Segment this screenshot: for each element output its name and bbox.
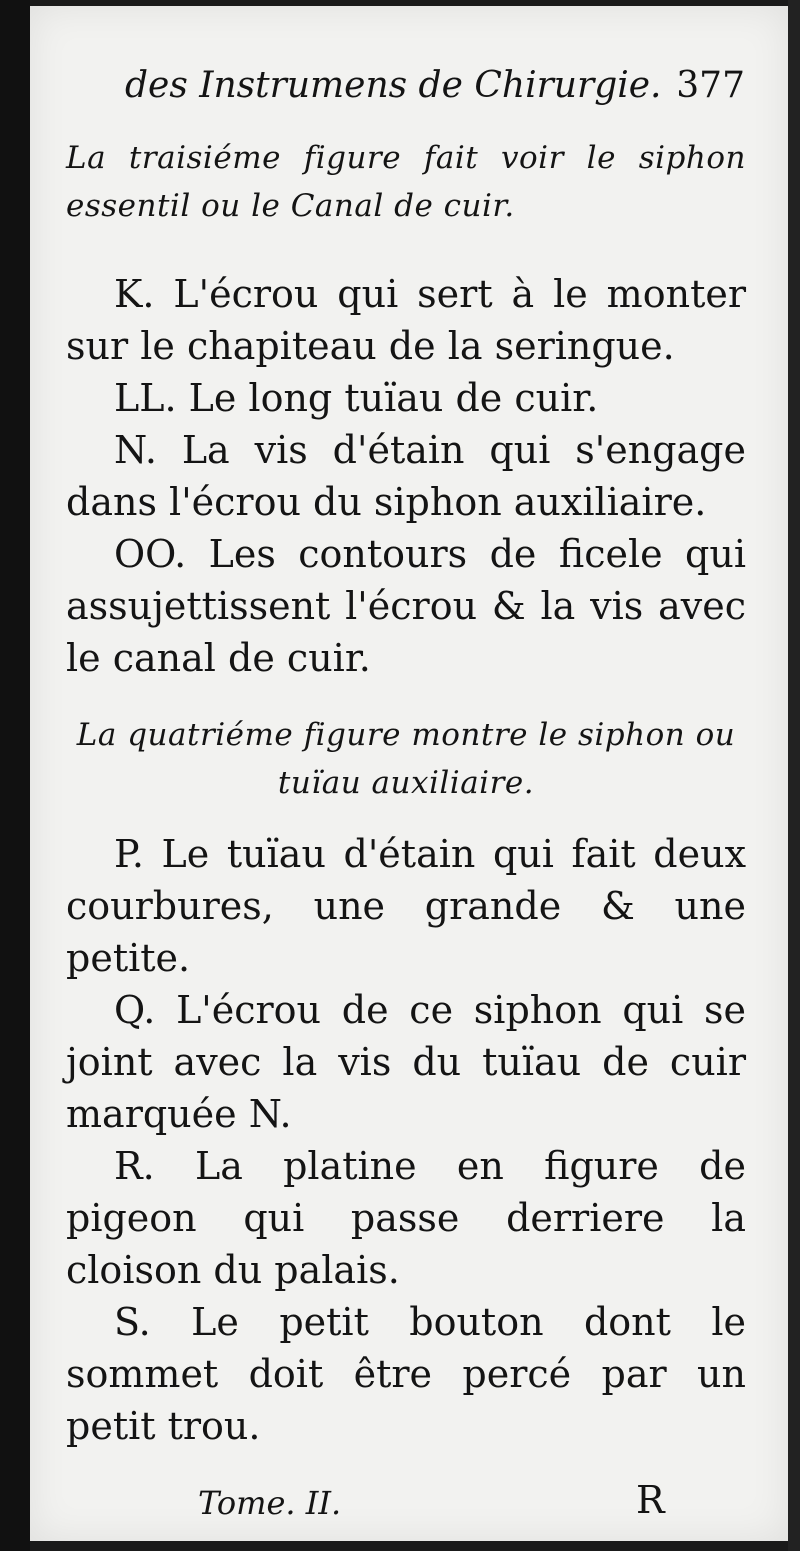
running-header <box>125 64 745 108</box>
page-number: 377 <box>676 65 745 106</box>
legend-entry-n: N. La vis d'étain qui s'engage dans l'écrou du siphon auxiliaire. <box>66 428 746 524</box>
figure4-caption: La quatriéme figure montre le siphon ou tuïau auxiliaire. <box>76 717 736 801</box>
figure3-legend <box>66 268 746 684</box>
page-gutter-shadow <box>0 0 30 1551</box>
figure4-legend <box>66 828 746 1452</box>
figure3-caption: La traisiéme figure fait voir le siphon essentil ou le Canal de cuir. <box>66 140 746 224</box>
legend-entry-r: R. La platine en figure de pigeon qui passe derriere la cloison du palais. <box>66 1144 746 1292</box>
gathering-signature: R <box>636 1478 665 1522</box>
book-page <box>30 6 788 1541</box>
legend-entry-p: P. Le tuïau d'étain qui fait deux courbures, une grande & une petite. <box>66 832 746 980</box>
volume-signature: Tome. II. <box>198 1484 342 1522</box>
page-edge <box>788 0 800 1551</box>
running-title: des Instrumens de Chirurgie. <box>125 65 662 106</box>
legend-entry-ll: LL. Le long tuïau de cuir. <box>114 376 599 420</box>
legend-entry-oo: OO. Les contours de ficele qui assujettissent l'écrou & la vis avec le canal de cuir. <box>66 532 746 680</box>
figure4-caption-block <box>66 711 746 807</box>
legend-entry-q: Q. L'écrou de ce siphon qui se joint avec la vis du tuïau de cuir marquée N. <box>66 988 746 1136</box>
figure3-caption-block <box>66 134 746 230</box>
legend-entry-s: S. Le petit bouton dont le sommet doit être percé par un petit trou. <box>66 1300 746 1448</box>
legend-entry-k: K. L'écrou qui sert à le monter sur le chapiteau de la seringue. <box>66 272 746 368</box>
